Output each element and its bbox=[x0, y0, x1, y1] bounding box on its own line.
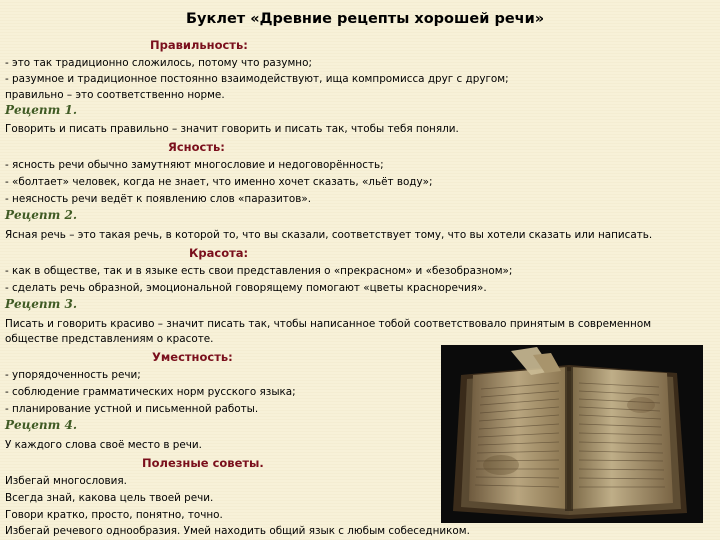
page-title: Буклет «Древние рецепты хорошей речи» bbox=[186, 11, 545, 27]
appropriateness-line-2: - соблюдение грамматических норм русского языка; bbox=[5, 386, 296, 398]
heading-clarity: Ясность: bbox=[168, 140, 225, 154]
tip-2: Всегда знай, какова цель твоей речи. bbox=[5, 492, 214, 504]
beauty-line-2: - сделать речь образной, эмоциональной говорящему помогают «цветы красноречия». bbox=[5, 282, 487, 294]
clarity-line-1: - ясность речи обычно замутняют многословие и недоговорённость; bbox=[5, 159, 384, 171]
recipe-1-text: Говорить и писать правильно – значит говорить и писать так, чтобы тебя поняли. bbox=[5, 123, 459, 135]
tip-1: Избегай многословия. bbox=[5, 475, 127, 487]
appropriateness-line-1: - упорядоченность речи; bbox=[5, 369, 141, 381]
heading-appropriateness: Уместность: bbox=[152, 350, 233, 364]
heading-tips: Полезные советы. bbox=[142, 456, 264, 470]
old-open-book-photo-icon bbox=[441, 345, 703, 523]
recipe-3-text-2: обществе представлениям о красоте. bbox=[5, 333, 214, 345]
heading-correctness: Правильность: bbox=[150, 38, 248, 52]
appropriateness-line-3: - планирование устной и письменной работы. bbox=[5, 403, 259, 415]
heading-beauty: Красота: bbox=[189, 246, 249, 260]
old-book-image bbox=[441, 345, 703, 523]
clarity-line-3: - неясность речи ведёт к появлению слов «паразитов». bbox=[5, 193, 312, 205]
recipe-2-label: Рецепт 2. bbox=[5, 208, 78, 222]
recipe-3-label: Рецепт 3. bbox=[5, 297, 78, 311]
beauty-line-1: - как в обществе, так и в языке есть свои представления о «прекрасном» и «безобразном»; bbox=[5, 265, 513, 277]
recipe-3-text-1: Писать и говорить красиво – значит писать так, чтобы написанное тобой соответствовало принятым в современном bbox=[5, 318, 652, 330]
recipe-2-text: Ясная речь – это такая речь, в которой то, что вы сказали, соответствует тому, что вы хотели сказать или написать. bbox=[5, 229, 653, 241]
correctness-line-3: правильно – это соответственно норме. bbox=[5, 89, 225, 101]
recipe-4-label: Рецепт 4. bbox=[5, 418, 78, 432]
correctness-line-1: - это так традиционно сложилось, потому что разумно; bbox=[5, 57, 312, 69]
correctness-line-2: - разумное и традиционное постоянно взаимодействуют, ища компромисса друг с другом; bbox=[5, 73, 509, 85]
tip-4: Избегай речевого однообразия. Умей находить общий язык с любым собеседником. bbox=[5, 525, 470, 537]
recipe-1-label: Рецепт 1. bbox=[5, 103, 78, 117]
clarity-line-2: - «болтает» человек, когда не знает, что именно хочет сказать, «льёт воду»; bbox=[5, 176, 433, 188]
tip-3: Говори кратко, просто, понятно, точно. bbox=[5, 509, 223, 521]
recipe-4-text: У каждого слова своё место в речи. bbox=[5, 439, 202, 451]
